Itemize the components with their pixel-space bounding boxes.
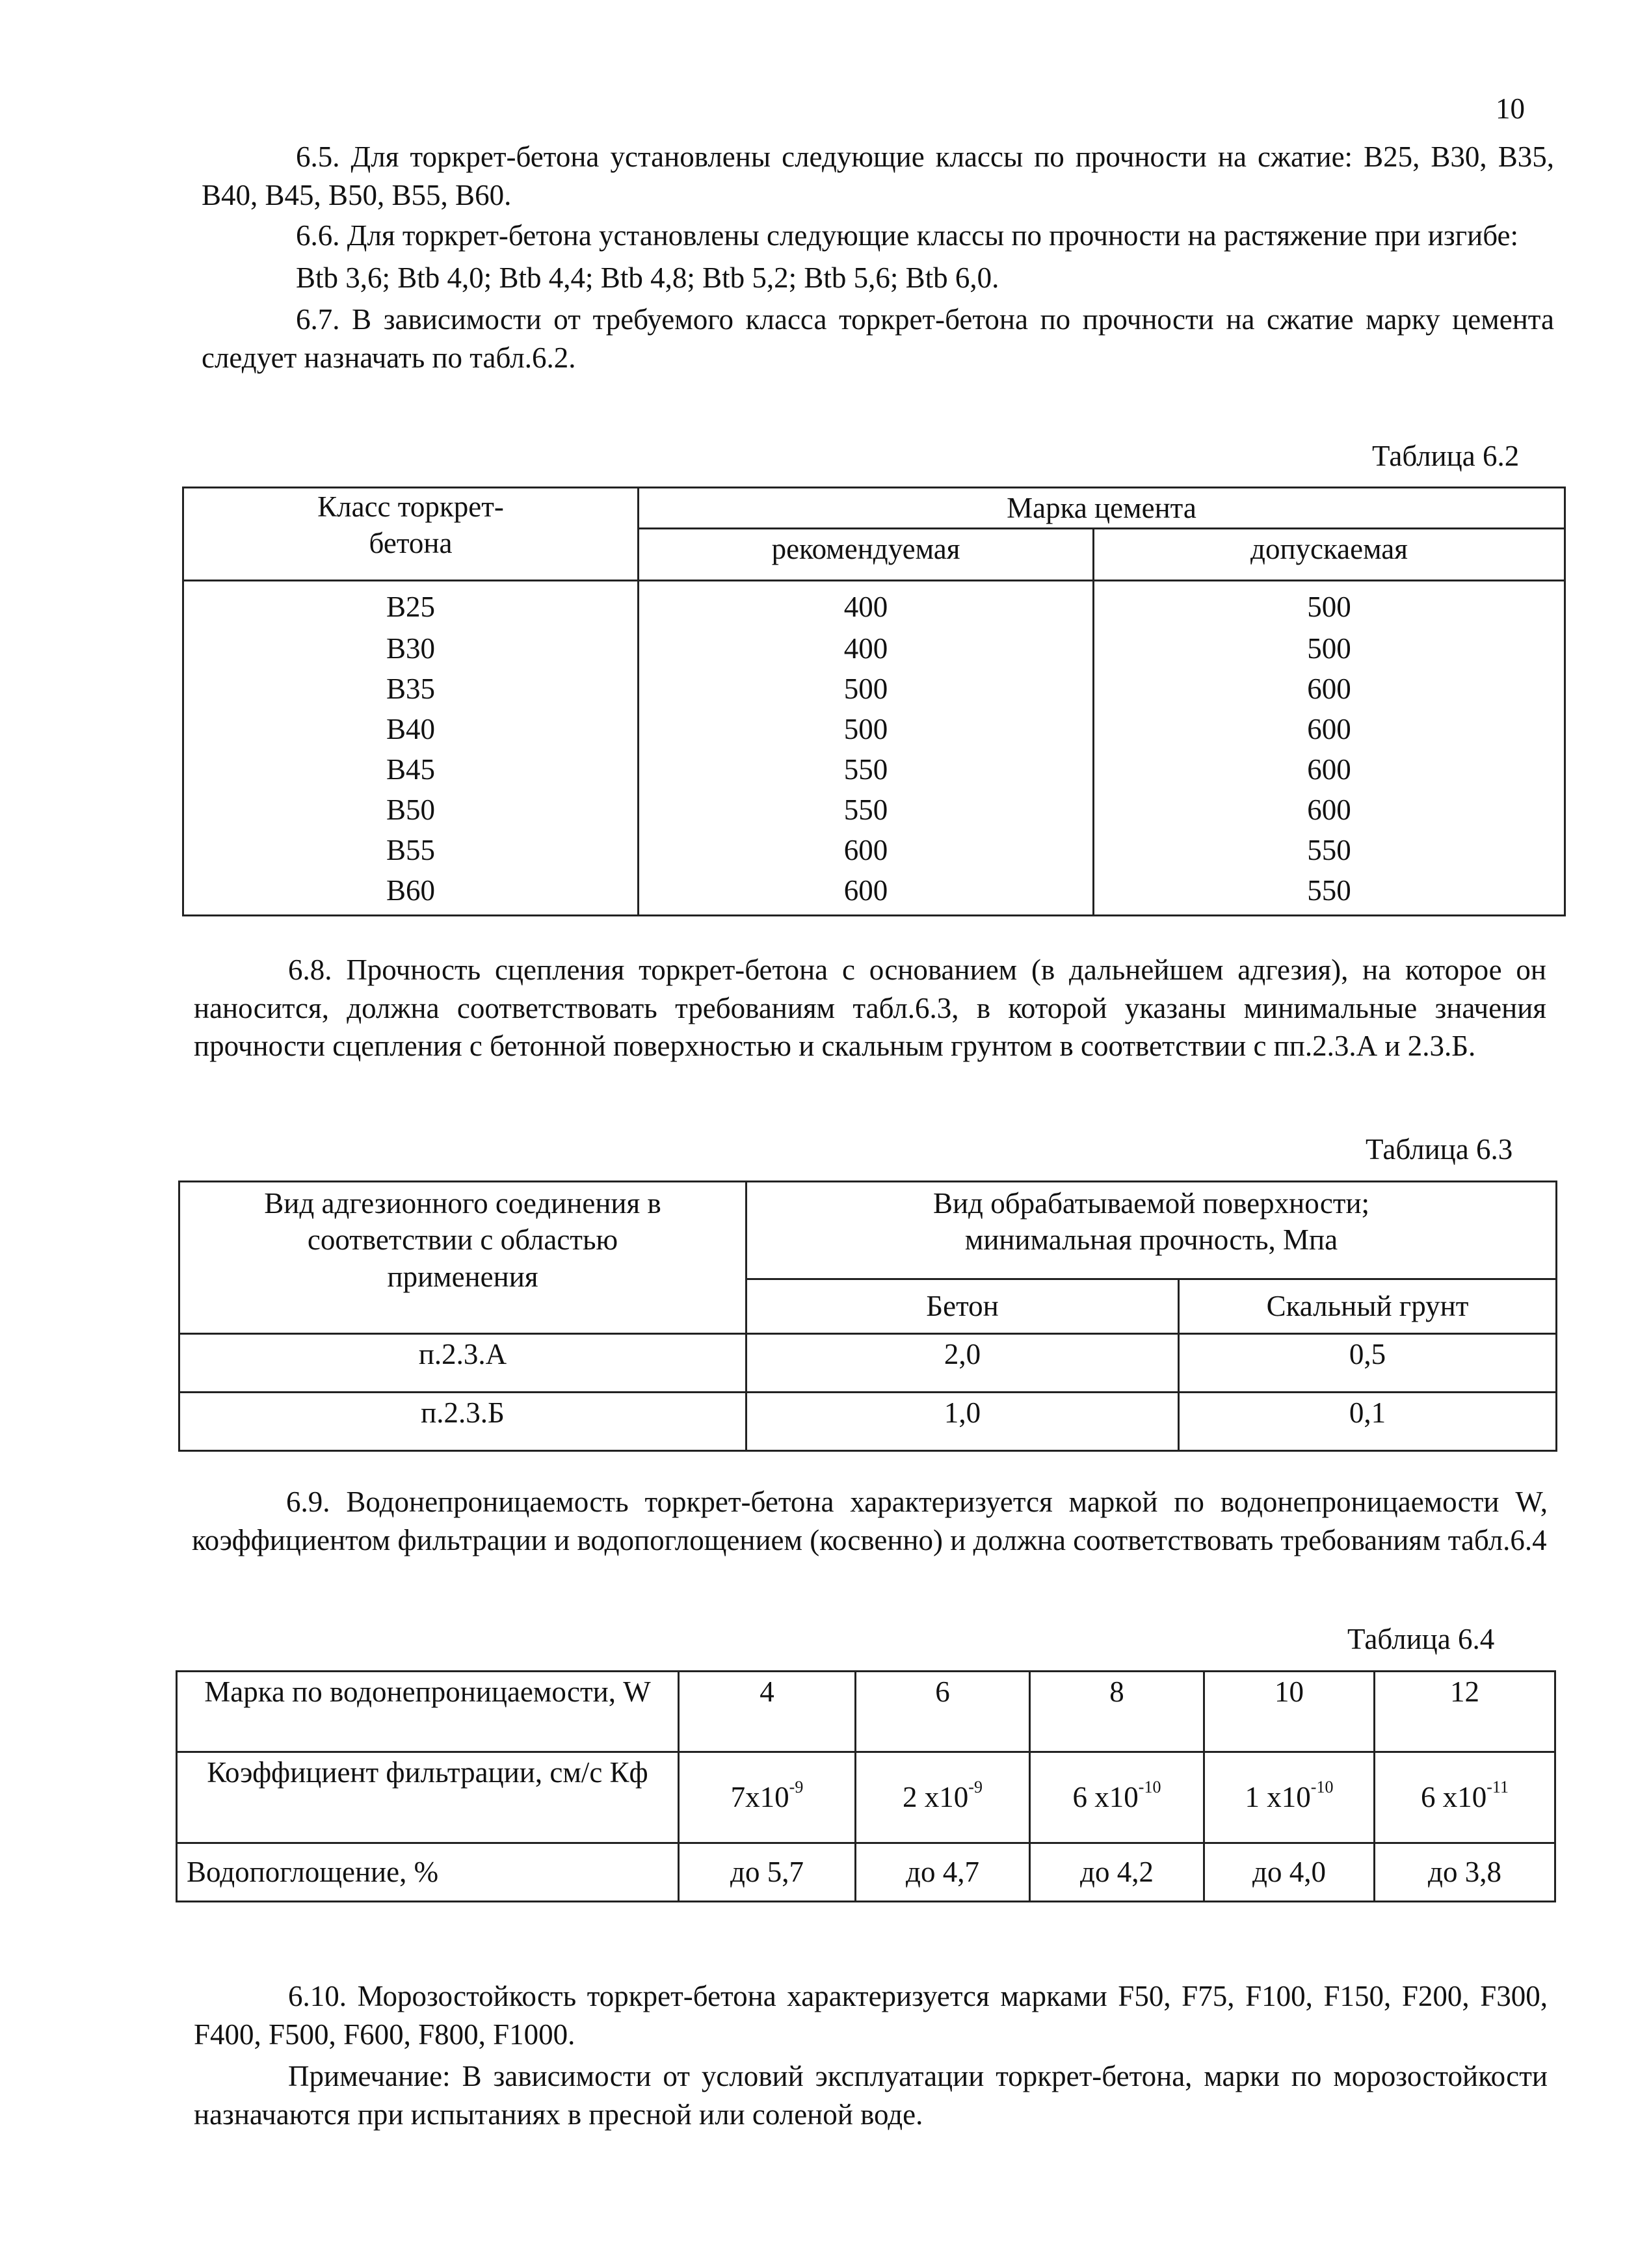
table-6-2-cell-class: B50 <box>183 790 639 830</box>
table-6-4-cell-absorption: до 4,7 <box>856 1843 1030 1902</box>
table-6-4-cell-coefficient <box>1204 1752 1375 1843</box>
table-6-2-cell-class: B40 <box>183 709 639 749</box>
table-6-2-cell-recommended: 500 <box>639 709 1094 749</box>
table-6-2-cell-allowed: 550 <box>1094 870 1565 916</box>
table-6-4-row-absorption-label: Водопоглощение, % <box>177 1843 679 1902</box>
table-6-4-cell-mark: 12 <box>1375 1672 1555 1752</box>
coefficient-exponent: -9 <box>968 1778 983 1797</box>
table-6-3-cell-type: п.2.3.Б <box>179 1393 746 1451</box>
table-6-2-cell-class: B35 <box>183 669 639 709</box>
table-6-4-cell-absorption: до 3,8 <box>1375 1843 1555 1902</box>
table-6-4-cell-absorption: до 4,0 <box>1204 1843 1375 1902</box>
table-6-3-cell-concrete: 2,0 <box>746 1334 1179 1393</box>
coefficient-base: 6 x10 <box>1421 1781 1487 1814</box>
table-6-2-cell-class: B30 <box>183 628 639 669</box>
table-6-4-row-coefficient-label: Коэффициент фильтрации, см/с Кф <box>177 1752 679 1843</box>
coefficient-base: 6 x10 <box>1072 1781 1139 1814</box>
table-6-2-cell-recommended: 400 <box>639 628 1094 669</box>
coefficient-base: 7x10 <box>730 1781 789 1814</box>
table-6-2-cell-recommended: 550 <box>639 749 1094 790</box>
table-6-2-header-class: Класс торкрет-бетона <box>183 488 639 581</box>
table-6-2-row <box>183 830 1565 870</box>
paragraph-6-5: 6.5. Для торкрет-бетона установлены следующие классы по прочности на сжатие: B25, B30, B35, B40, B45, B50, B55, B60. <box>202 140 1554 211</box>
table-6-2 <box>182 487 1566 916</box>
table-6-2-cell-class: B45 <box>183 749 639 790</box>
table-6-2-row <box>183 581 1565 629</box>
table-6-4 <box>176 1670 1556 1902</box>
table-6-3-cell-type: п.2.3.А <box>179 1334 746 1393</box>
table-6-2-cell-recommended: 400 <box>639 581 1094 629</box>
table-6-2-cell-allowed: 550 <box>1094 830 1565 870</box>
table-6-2-row <box>183 628 1565 669</box>
table-6-2-cell-allowed: 500 <box>1094 628 1565 669</box>
table-6-3-header-type: Вид адгезионного соединения в соответствии с областью применения <box>179 1182 746 1334</box>
table-6-3-header-surface: Вид обрабатываемой поверхности; минимальная прочность, Мпа <box>746 1182 1557 1279</box>
table-6-2-cell-class: B25 <box>183 581 639 629</box>
paragraph-6-10: 6.10. Морозостойкость торкрет-бетона характеризуется марками F50, F75, F100, F150, F200, F300, F400, F500, F600, F800, F1000. <box>194 1980 1548 2051</box>
table-6-3-header-concrete: Бетон <box>746 1279 1179 1334</box>
table-6-2-cell-recommended: 500 <box>639 669 1094 709</box>
table-6-3-row <box>179 1334 1557 1393</box>
table-6-3-cell-rock: 0,5 <box>1179 1334 1557 1393</box>
coefficient-exponent: -10 <box>1310 1778 1334 1797</box>
paragraph-6-6: 6.6. Для торкрет-бетона установлены следующие классы по прочности на растяжение при изгибе: <box>296 219 1518 252</box>
table-6-2-cell-allowed: 600 <box>1094 709 1565 749</box>
table-6-4-caption: Таблица 6.4 <box>1347 1623 1495 1655</box>
paragraph-6-8: 6.8. Прочность сцепления торкрет-бетона с основанием (в дальнейшем адгезия), на которое он наносится, должна соответствовать требованиям табл.6.3, в которой указаны минимальные значения прочности сцепления с бетонной поверхностью и скальным грунтом в соответствии с пп.2.3.А и 2.3.Б. <box>194 954 1546 1062</box>
table-6-2-row <box>183 749 1565 790</box>
table-6-4-cell-mark: 6 <box>856 1672 1030 1752</box>
table-6-4-cell-coefficient <box>679 1752 856 1843</box>
table-6-4-cell-absorption: до 4,2 <box>1030 1843 1204 1902</box>
table-6-2-cell-allowed: 600 <box>1094 669 1565 709</box>
table-6-2-caption: Таблица 6.2 <box>1372 440 1520 472</box>
table-6-3-caption: Таблица 6.3 <box>1366 1133 1513 1166</box>
table-6-4-cell-coefficient <box>1030 1752 1204 1843</box>
table-6-2-row <box>183 669 1565 709</box>
table-6-4-row-mark <box>177 1672 1555 1752</box>
section-6-9 <box>192 1483 1548 1559</box>
coefficient-base: 1 x10 <box>1245 1781 1311 1814</box>
table-6-2-cell-class: B55 <box>183 830 639 870</box>
table-6-4-cell-absorption: до 5,7 <box>679 1843 856 1902</box>
section-6-8 <box>194 951 1546 1065</box>
table-6-4-cell-mark: 8 <box>1030 1672 1204 1752</box>
table-6-4-row-coefficient <box>177 1752 1555 1843</box>
table-6-4-row-absorption <box>177 1843 1555 1902</box>
paragraph-6-6-list: Btb 3,6; Btb 4,0; Btb 4,4; Btb 4,8; Btb 5,2; Btb 5,6; Btb 6,0. <box>296 261 999 294</box>
table-6-2-cell-allowed: 500 <box>1094 581 1565 629</box>
table-6-3-row <box>179 1393 1557 1451</box>
table-6-2-cell-recommended: 600 <box>639 870 1094 916</box>
table-6-2-cell-class: B60 <box>183 870 639 916</box>
table-6-4-cell-mark: 4 <box>679 1672 856 1752</box>
table-6-3 <box>178 1181 1557 1452</box>
table-6-2-body <box>183 581 1565 916</box>
paragraph-6-7: 6.7. В зависимости от требуемого класса торкрет-бетона по прочности на сжатие марку цемента следует назначать по табл.6.2. <box>202 303 1554 374</box>
paragraph-note: Примечание: В зависимости от условий эксплуатации торкрет-бетона, марки по морозостойкости назначаются при испытаниях в пресной или соленой воде. <box>194 2060 1548 2131</box>
table-6-3-cell-rock: 0,1 <box>1179 1393 1557 1451</box>
table-6-2-cell-recommended: 550 <box>639 790 1094 830</box>
page-number: 10 <box>1496 92 1525 125</box>
table-6-4-cell-mark: 10 <box>1204 1672 1375 1752</box>
coefficient-exponent: -9 <box>789 1778 804 1797</box>
coefficient-exponent: -10 <box>1138 1778 1161 1797</box>
table-6-2-cell-recommended: 600 <box>639 830 1094 870</box>
table-6-3-header-rock: Скальный грунт <box>1179 1279 1557 1334</box>
table-6-4-cell-coefficient <box>1375 1752 1555 1843</box>
paragraph-6-9: 6.9. Водонепроницаемость торкрет-бетона характеризуется маркой по водонепроницаемости W, коэффициентом фильтрации и водопоглощением (косвенно) и должна соответствовать требованиям табл.6.4 <box>192 1486 1548 1556</box>
table-6-2-row <box>183 709 1565 749</box>
table-6-4-cell-coefficient <box>856 1752 1030 1843</box>
section-6-10 <box>194 1977 1548 2133</box>
table-6-2-cell-allowed: 600 <box>1094 749 1565 790</box>
table-6-2-header-recommended: рекомендуемая <box>639 529 1094 581</box>
coefficient-base: 2 x10 <box>903 1781 969 1814</box>
table-6-4-row-mark-label: Марка по водонепроницаемости, W <box>177 1672 679 1752</box>
table-6-3-body <box>179 1334 1557 1451</box>
table-6-2-cell-allowed: 600 <box>1094 790 1565 830</box>
table-6-2-header-allowed: допускаемая <box>1094 529 1565 581</box>
table-6-2-row <box>183 870 1565 916</box>
section-6-5-6-7 <box>202 138 1554 377</box>
table-6-2-header-cement: Марка цемента <box>639 488 1565 529</box>
coefficient-exponent: -11 <box>1486 1778 1509 1797</box>
table-6-2-row <box>183 790 1565 830</box>
table-6-3-cell-concrete: 1,0 <box>746 1393 1179 1451</box>
